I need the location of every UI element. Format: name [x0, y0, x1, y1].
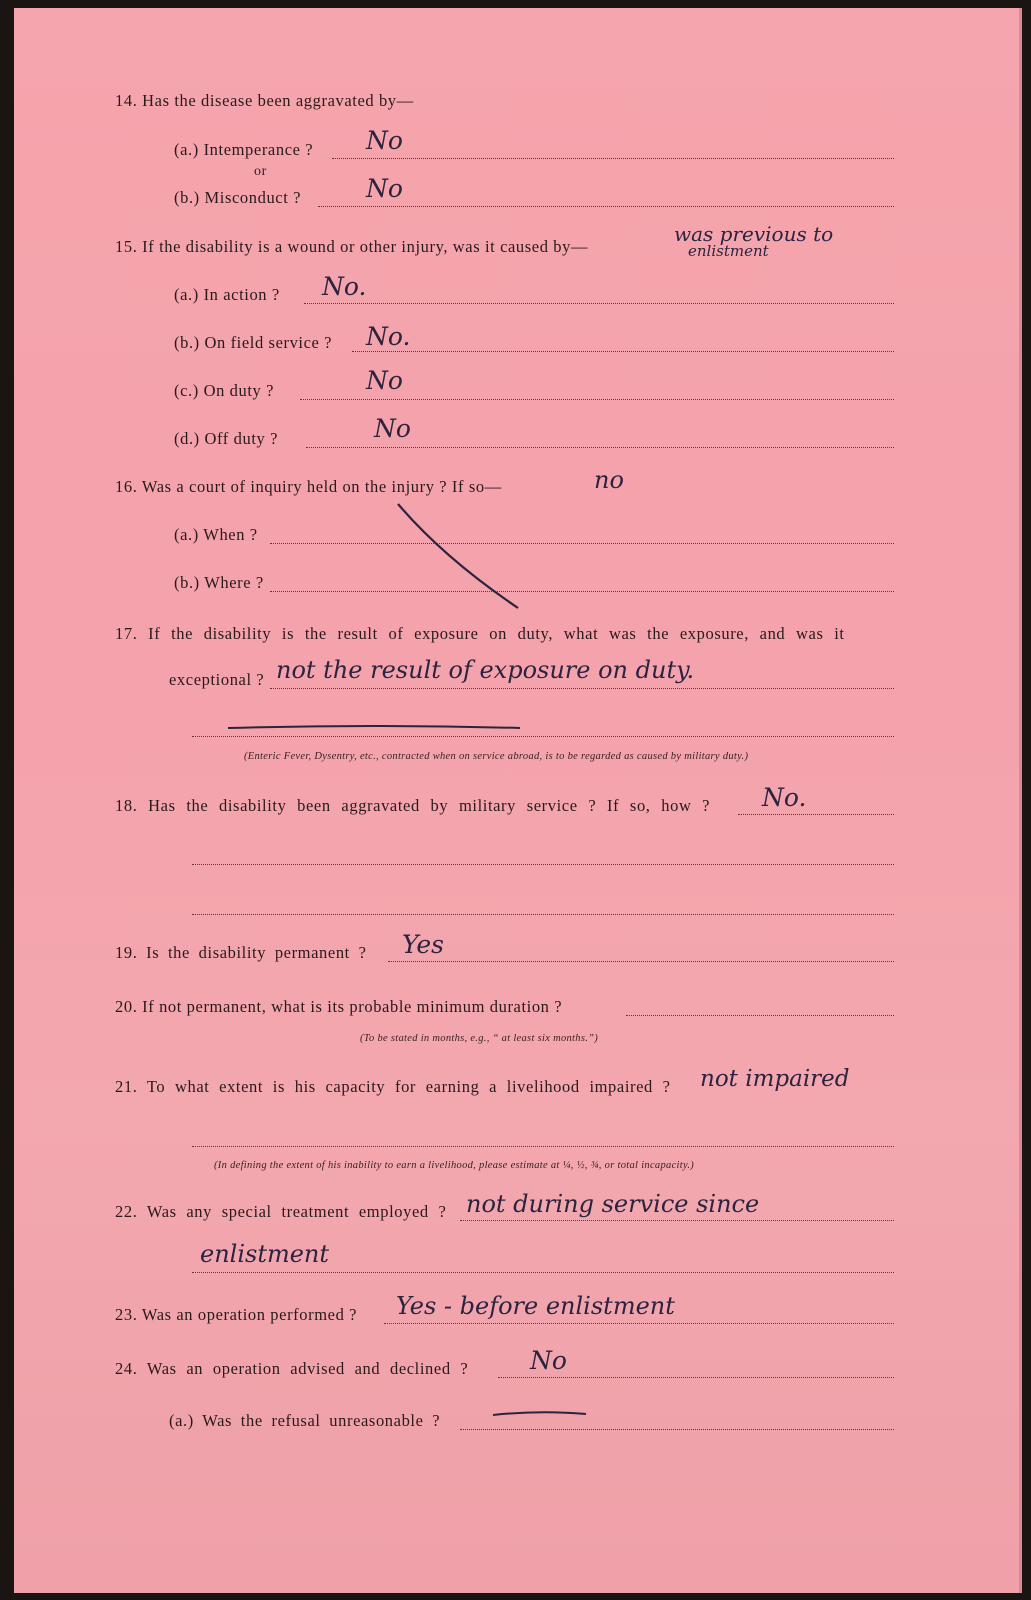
q17-answer: not the result of exposure on duty. [276, 656, 695, 684]
q23-line [384, 1323, 894, 1324]
q22-line1 [460, 1220, 894, 1221]
q14-or: or [254, 164, 267, 179]
q21-note: (In defining the extent of his inability to earn a livelihood, please estimate at ¼, ½, ¾, or total incapacity.) [214, 1160, 695, 1171]
q15-a-label: (a.) In action ? [174, 285, 280, 304]
q16-text: 16. Was a court of inquiry held on the injury ? If so— [115, 477, 502, 496]
q18-line3 [192, 914, 894, 915]
q18-text: 18. Has the disability been aggravated by military service ? If so, how ? [115, 796, 711, 815]
q19-line [388, 961, 894, 962]
q14-text: 14. Has the disease been aggravated by— [115, 91, 414, 110]
q20-text: 20. If not permanent, what is its probable minimum duration ? [115, 997, 563, 1016]
q15-d-line [306, 447, 894, 448]
q18-line2 [192, 864, 894, 865]
q16-b-label: (b.) Where ? [174, 573, 264, 592]
q22-answer-line2: enlistment [200, 1240, 330, 1268]
q18-line1 [738, 814, 894, 815]
q17-line2 [192, 736, 894, 737]
q23-text: 23. Was an operation performed ? [115, 1305, 358, 1324]
q17-text2: exceptional ? [169, 670, 265, 689]
q17-line1 [270, 688, 894, 689]
q15-d-answer: No [374, 414, 411, 443]
q17-dash-stroke [224, 720, 524, 734]
q24-a-dash-stroke [490, 1408, 590, 1420]
q16-a-label: (a.) When ? [174, 525, 258, 544]
q15-a-line [304, 303, 894, 304]
q24-a-line [460, 1429, 894, 1430]
q22-line2 [192, 1272, 894, 1273]
q21-line [192, 1146, 894, 1147]
q15-answer-line2: enlistment [688, 242, 769, 260]
q14-b-label: (b.) Misconduct ? [174, 188, 302, 207]
q15-c-label: (c.) On duty ? [174, 381, 275, 400]
q14-a-answer: No [366, 126, 403, 155]
q24-line [498, 1377, 894, 1378]
q15-a-answer: No. [322, 272, 367, 301]
q20-note: (To be stated in months, e.g., “ at least six months.”) [360, 1033, 599, 1044]
q14-a-line [332, 158, 894, 159]
q14-a-label: (a.) Intemperance ? [174, 140, 314, 159]
q15-b-label: (b.) On field service ? [174, 333, 333, 352]
q21-text: 21. To what extent is his capacity for earning a livelihood impaired ? [115, 1077, 671, 1096]
q18-answer: No. [762, 783, 807, 812]
q15-b-answer: No. [366, 322, 411, 351]
q22-answer-line1: not during service since [466, 1190, 760, 1218]
q15-d-label: (d.) Off duty ? [174, 429, 279, 448]
q15-c-line [300, 399, 894, 400]
q21-answer: not impaired [700, 1066, 850, 1092]
q15-answer-line1: was previous to [674, 222, 834, 246]
q22-text: 22. Was any special treatment employed ? [115, 1202, 447, 1221]
q24-answer: No [530, 1346, 567, 1375]
q15-b-line [352, 351, 894, 352]
q24-text: 24. Was an operation advised and declined ? [115, 1359, 469, 1378]
q14-b-answer: No [366, 174, 403, 203]
q17-note: (Enteric Fever, Dysentry, etc., contracted when on service abroad, is to be regarded as caused by military duty.) [244, 751, 749, 762]
q19-answer: Yes [402, 930, 444, 959]
q16-a-line [270, 543, 894, 544]
q24-a-label: (a.) Was the refusal unreasonable ? [169, 1411, 441, 1430]
q19-text: 19. Is the disability permanent ? [115, 943, 367, 962]
q15-c-answer: No [366, 366, 403, 395]
q16-strike-line [394, 498, 524, 613]
q17-text: 17. If the disability is the result of exposure on duty, what was the exposure, and was it [115, 624, 845, 643]
q23-answer: Yes - before enlistment [396, 1292, 675, 1320]
q16-answer: no [594, 466, 624, 494]
q15-text: 15. If the disability is a wound or other injury, was it caused by— [115, 237, 589, 256]
q16-b-line [270, 591, 894, 592]
q14-b-line [318, 206, 894, 207]
q20-line [626, 1015, 894, 1016]
form-page [14, 8, 1022, 1593]
